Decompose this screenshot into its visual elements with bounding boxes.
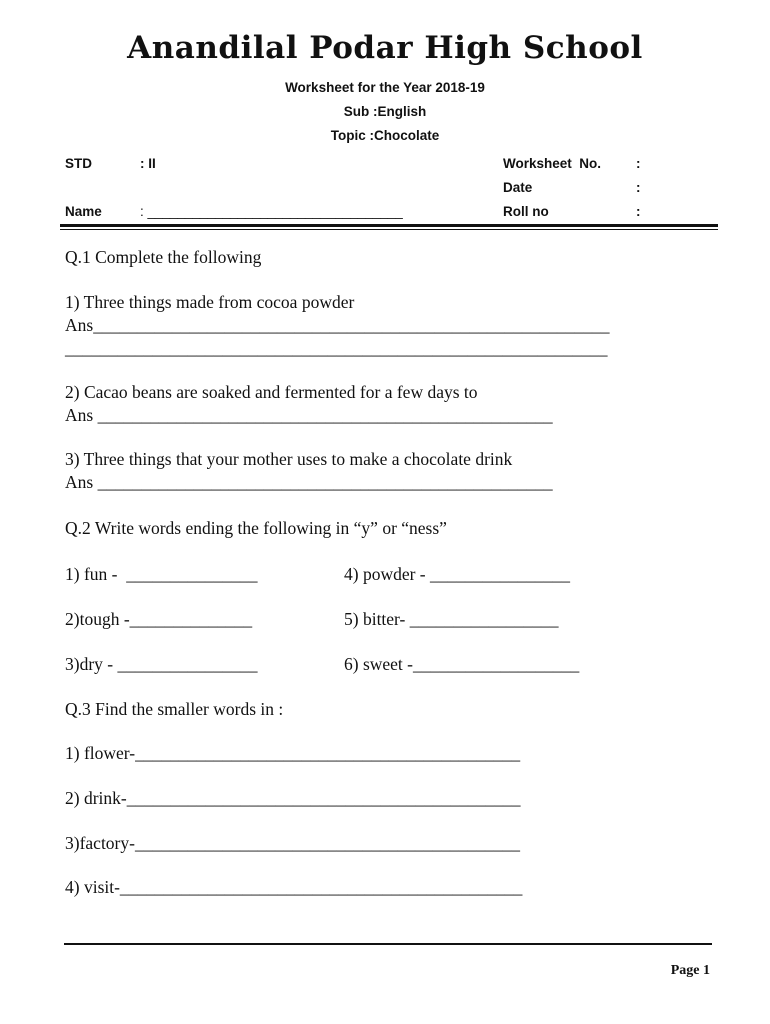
header-rule-thick bbox=[60, 224, 718, 227]
q2-title: Q.2 Write words ending the following in “y” or “ness” bbox=[65, 518, 447, 538]
q1-item-1-answer-2: ______________________________________________________________ bbox=[65, 338, 608, 358]
std-value: : II bbox=[140, 156, 156, 171]
q2-item: 3)dry - ________________ bbox=[65, 654, 258, 674]
subject: Sub :English bbox=[343, 104, 427, 119]
q3-item: 2) drink-_____________________________________________ bbox=[65, 788, 521, 808]
q3-item: 3)factory-____________________________________________ bbox=[65, 833, 520, 853]
q2-item: 2)tough -______________ bbox=[65, 609, 253, 629]
date-label: Date bbox=[503, 180, 533, 195]
worksheet-no-colon: : bbox=[636, 156, 641, 171]
roll-no-label: Roll no bbox=[503, 204, 549, 219]
q1-title: Q.1 Complete the following bbox=[65, 247, 262, 267]
q3-title: Q.3 Find the smaller words in : bbox=[65, 699, 284, 719]
worksheet-no-label: Worksheet No. bbox=[503, 156, 602, 171]
q3-item: 1) flower-____________________________________________ bbox=[65, 743, 521, 763]
topic: Topic :Chocolate bbox=[330, 128, 440, 143]
school-title: Anandilal Podar High School bbox=[127, 30, 643, 66]
name-label: Name bbox=[65, 204, 102, 219]
footer-rule bbox=[64, 943, 712, 945]
std-label: STD bbox=[65, 156, 92, 171]
name-value: : __________________________________ bbox=[140, 204, 403, 219]
header-rule-thin bbox=[60, 229, 718, 230]
q1-item-2-answer: Ans ____________________________________________________ bbox=[65, 405, 553, 425]
roll-no-colon: : bbox=[636, 204, 641, 219]
page-number: Page 1 bbox=[670, 963, 710, 978]
worksheet-year: Worksheet for the Year 2018-19 bbox=[285, 80, 485, 95]
q3-item: 4) visit-______________________________________________ bbox=[65, 877, 523, 897]
date-colon: : bbox=[636, 180, 641, 195]
q2-item: 4) powder - ________________ bbox=[344, 564, 571, 584]
q2-item: 1) fun - _______________ bbox=[65, 564, 258, 584]
q2-item: 6) sweet -___________________ bbox=[344, 654, 580, 674]
q1-item-2: 2) Cacao beans are soaked and fermented for a few days to bbox=[65, 382, 478, 402]
q1-item-1-answer: Ans___________________________________________________________ bbox=[65, 315, 610, 335]
q1-item-1: 1) Three things made from cocoa powder bbox=[65, 292, 355, 312]
q1-item-3: 3) Three things that your mother uses to make a chocolate drink bbox=[65, 449, 513, 469]
q1-item-3-answer: Ans ____________________________________________________ bbox=[65, 472, 553, 492]
q2-item: 5) bitter- _________________ bbox=[344, 609, 559, 629]
